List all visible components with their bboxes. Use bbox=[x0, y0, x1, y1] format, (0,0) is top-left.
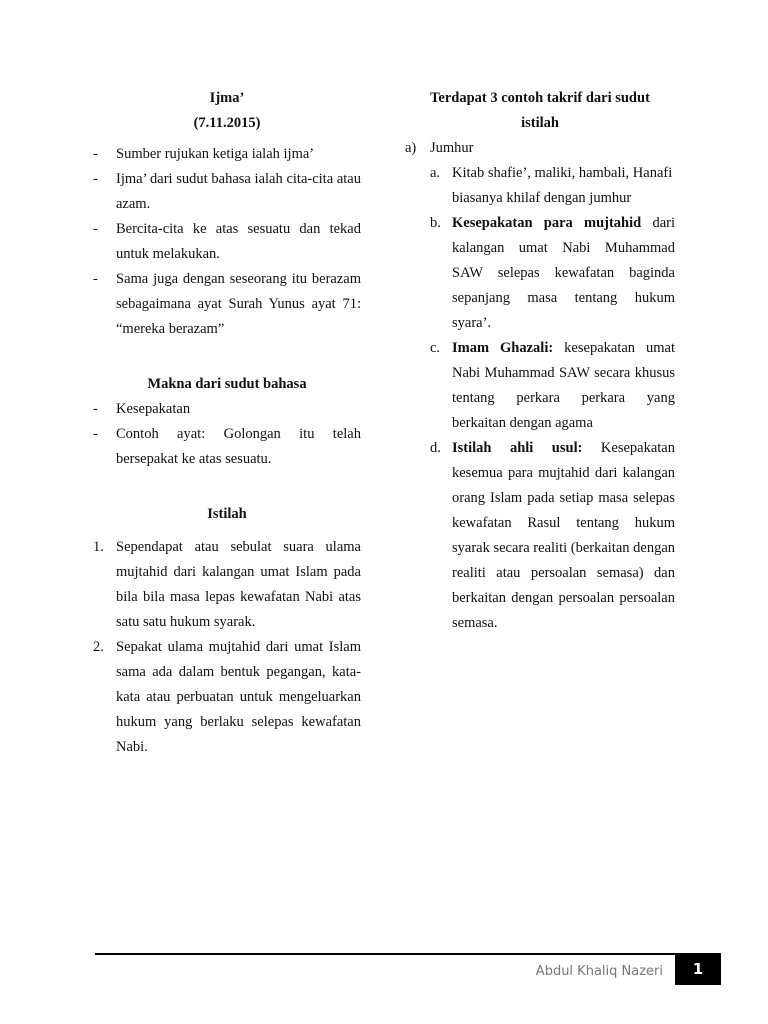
right-column bbox=[405, 86, 675, 636]
sub-marker: d. bbox=[430, 440, 441, 456]
list-item bbox=[93, 397, 361, 422]
bold-term: Kesepakatan para mujtahid bbox=[452, 215, 642, 231]
list-item bbox=[430, 161, 675, 211]
document-title: Ijma’ bbox=[209, 90, 245, 106]
sub-marker: a. bbox=[430, 165, 441, 181]
istilah-heading: Istilah bbox=[207, 506, 247, 522]
footer-author: Abdul Khaliq Nazeri bbox=[535, 964, 663, 979]
dash-marker: - bbox=[93, 221, 98, 237]
list-item-text: Sepakat ulama mujtahid dari umat Islam sama ada dalam bentuk pegangan, kata-kata atau perbuatan untuk mengeluarkan hukum yang berlaku selepas kewafatan Nabi. bbox=[116, 639, 361, 755]
makna-heading: Makna dari sudut bahasa bbox=[147, 376, 307, 392]
group-item-jumhur bbox=[405, 136, 675, 161]
list-item bbox=[430, 436, 675, 636]
list-item bbox=[93, 167, 361, 217]
footer-rule bbox=[95, 953, 675, 955]
list-item-text: Contoh ayat: Golongan itu telah bersepakat ke atas sesuatu. bbox=[116, 426, 361, 467]
item-body: kesepakatan umat Nabi Muhammad SAW secara khusus tentang perkara perkara yang berkaitan dengan agama bbox=[452, 340, 676, 431]
list-item bbox=[93, 217, 361, 267]
page-number: 1 bbox=[675, 953, 721, 985]
item-body: dari kalangan umat Nabi Muhammad SAW selepas kewafatan baginda sepanjang masa tentang hukum syara’. bbox=[452, 215, 676, 331]
list-item-text bbox=[452, 161, 675, 211]
list-item-text: Kesepakatan bbox=[116, 401, 191, 417]
list-number: 2. bbox=[93, 639, 104, 655]
left-column bbox=[93, 86, 361, 760]
list-item bbox=[430, 336, 675, 436]
list-item-text bbox=[452, 336, 675, 436]
sub-marker: c. bbox=[430, 340, 441, 356]
istilah-numbered-list bbox=[93, 535, 361, 760]
list-item bbox=[93, 635, 361, 760]
bold-term: Imam Ghazali: bbox=[452, 340, 554, 356]
group-label: Jumhur bbox=[430, 140, 474, 156]
list-item bbox=[93, 535, 361, 635]
definition-dash-list bbox=[93, 142, 361, 342]
group-marker: a) bbox=[405, 140, 417, 156]
dash-marker: - bbox=[93, 171, 98, 187]
list-number: 1. bbox=[93, 539, 104, 555]
list-item bbox=[93, 142, 361, 167]
list-item bbox=[430, 211, 675, 336]
dash-marker: - bbox=[93, 426, 98, 442]
list-item-text bbox=[452, 436, 675, 636]
list-item-text: Bercita-cita ke atas sesuatu dan tekad untuk melakukan. bbox=[116, 221, 361, 262]
list-item-text: Sama juga dengan seseorang itu berazam sebagaimana ayat Surah Yunus ayat 71: “mereka berazam” bbox=[116, 271, 361, 337]
sub-marker: b. bbox=[430, 215, 441, 231]
dash-marker: - bbox=[93, 146, 98, 162]
list-item bbox=[93, 422, 361, 472]
dash-marker: - bbox=[93, 401, 98, 417]
dash-marker: - bbox=[93, 271, 98, 287]
makna-dash-list bbox=[93, 397, 361, 472]
list-item-text: Sumber rujukan ketiga ialah ijma’ bbox=[116, 146, 315, 162]
item-body: Kitab shafie’, maliki, hambali, Hanafi biasanya khilaf dengan jumhur bbox=[452, 165, 673, 206]
item-body: Kesepakatan kesemua para mujtahid dari kalangan orang Islam pada setiap masa selepas kewafatan Rasul tentang hukum syarak secara realiti (berkaitan dengan realiti atau persoalan semasa) dan berkaitan dengan persoalan persoalan semasa. bbox=[452, 440, 676, 631]
document-date: (7.11.2015) bbox=[193, 115, 261, 131]
bold-term: Istilah ahli usul: bbox=[452, 440, 583, 456]
list-item-text: Ijma’ dari sudut bahasa ialah cita-cita atau azam. bbox=[116, 171, 361, 212]
list-item-text bbox=[452, 211, 675, 336]
list-item bbox=[93, 267, 361, 342]
right-heading: Terdapat 3 contoh takrif dari sudut istilah bbox=[430, 90, 650, 131]
list-item-text: Sependapat atau sebulat suara ulama mujtahid dari kalangan umat Islam pada bila bila masa lepas kewafatan Nabi atas satu satu hukum syarak. bbox=[116, 539, 361, 630]
takrif-sublist bbox=[405, 161, 675, 636]
